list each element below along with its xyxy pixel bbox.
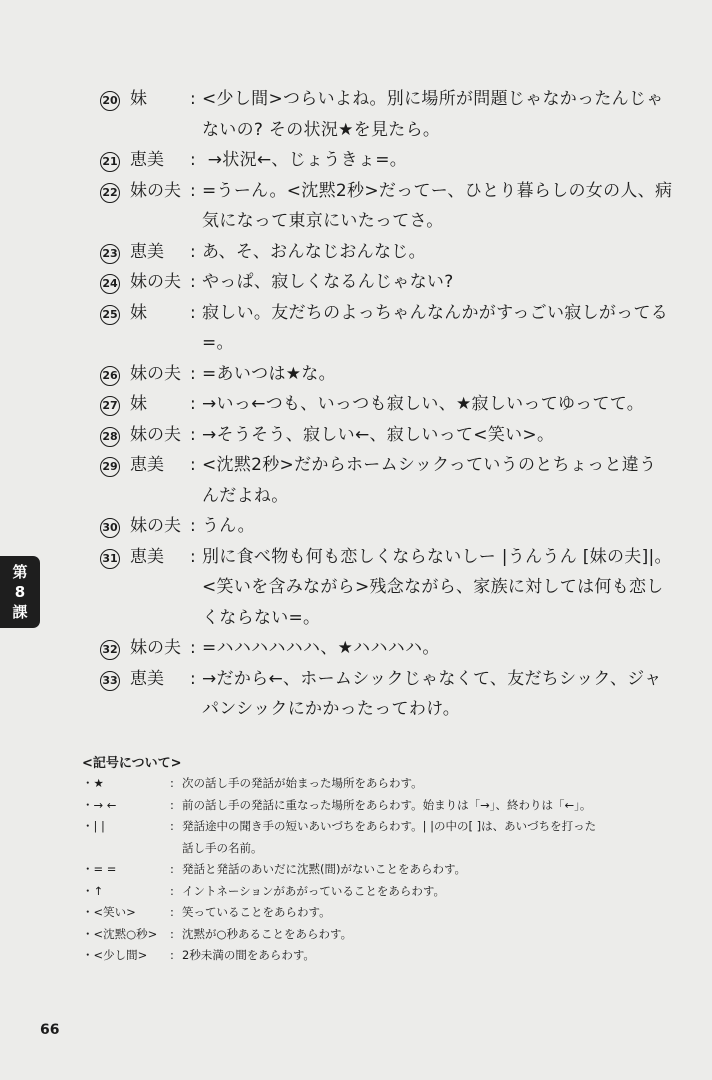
utterance-text: <少し間>つらいよね。別に場所が問題じゃなかったんじゃ ないの? その状況★を見たら。 bbox=[202, 89, 664, 140]
dialogue-line bbox=[100, 84, 700, 145]
speaker-colon: : bbox=[190, 546, 196, 567]
speaker-colon: : bbox=[190, 363, 196, 384]
speaker-colon: : bbox=[190, 241, 196, 262]
speaker-colon: : bbox=[190, 455, 196, 475]
speaker-colon: : bbox=[190, 638, 196, 658]
line-number: 32 bbox=[100, 640, 120, 660]
line-number: 33 bbox=[100, 671, 120, 691]
dialogue-line bbox=[100, 633, 700, 664]
legend-description: 沈黙が○秒あることをあらわす。 bbox=[182, 926, 353, 941]
speaker-name: 妹の夫 bbox=[130, 180, 181, 201]
utterance-text: 別に食べ物も何も恋しくならないしー |うんうん [妹の夫]|。 <笑いを含みながら>残念ながら、家族に対しては何も恋し くならない=。 bbox=[202, 546, 672, 628]
speaker-name: 妹 bbox=[130, 89, 147, 109]
legend-title: <記号について> bbox=[82, 756, 182, 771]
utterance-text: →状況←、じょうきょ=。 bbox=[202, 150, 408, 170]
chapter-tab-number: 8 bbox=[14, 583, 26, 601]
utterance-text: →そうそう、寂しい←、寂しいって<笑い>。 bbox=[202, 424, 555, 445]
legend-colon: : bbox=[170, 883, 174, 898]
line-number: 26 bbox=[100, 366, 120, 386]
legend-item bbox=[82, 795, 682, 817]
line-number: 25 bbox=[100, 305, 120, 325]
legend-colon: : bbox=[170, 926, 174, 941]
symbol-legend bbox=[82, 752, 682, 967]
legend-symbol: ・<沈黙○秒> bbox=[82, 926, 158, 941]
legend-symbol: ・<少し間> bbox=[82, 948, 148, 962]
page-number: 66 bbox=[40, 1022, 60, 1038]
legend-item bbox=[82, 773, 682, 795]
speaker-name: 妹の夫 bbox=[130, 272, 181, 292]
utterance-text: あ、そ、おんなじおんなじ。 bbox=[202, 241, 426, 262]
legend-symbol: ・↑ bbox=[82, 883, 104, 898]
legend-colon: : bbox=[170, 819, 174, 833]
speaker-name: 妹の夫 bbox=[130, 638, 181, 658]
chapter-tab bbox=[0, 556, 40, 628]
dialogue-line bbox=[100, 298, 700, 359]
dialogue-line bbox=[100, 237, 700, 268]
legend-colon: : bbox=[170, 948, 174, 962]
legend-item bbox=[82, 881, 682, 903]
speaker-colon: : bbox=[190, 272, 196, 292]
line-number: 23 bbox=[100, 244, 120, 264]
speaker-colon: : bbox=[190, 150, 196, 170]
chapter-tab-suffix: 課 bbox=[12, 603, 28, 621]
speaker-name: 妹 bbox=[130, 394, 147, 414]
speaker-colon: : bbox=[190, 424, 196, 445]
utterance-text: <沈黙2秒>だからホームシックっていうのとちょっと違う んだよね。 bbox=[202, 455, 657, 506]
legend-colon: : bbox=[170, 776, 174, 790]
utterance-text: =うーん。<沈黙2秒>だってー、ひとり暮らしの女の人、病 気になって東京にいたってさ。 bbox=[202, 180, 673, 231]
legend-item bbox=[82, 816, 682, 859]
legend-item bbox=[82, 924, 682, 946]
utterance-text: →いっ←つも、いっつも寂しい、★寂しいってゆってて。 bbox=[202, 394, 645, 414]
legend-symbol: ・| | bbox=[82, 819, 105, 833]
speaker-name: 恵美 bbox=[130, 241, 164, 262]
line-number: 30 bbox=[100, 518, 120, 538]
legend-description: 前の話し手の発話に重なった場所をあらわす。始まりは「→」、終わりは「←」。 bbox=[182, 797, 592, 812]
utterance-text: =ハハハハハハ、★ハハハハ。 bbox=[202, 638, 440, 658]
line-number: 31 bbox=[100, 549, 120, 569]
speaker-name: 妹の夫 bbox=[130, 363, 181, 384]
line-number: 20 bbox=[100, 91, 120, 111]
dialogue-transcript bbox=[100, 84, 700, 725]
dialogue-line bbox=[100, 176, 700, 237]
speaker-name: 恵美 bbox=[130, 455, 164, 475]
speaker-colon: : bbox=[190, 89, 196, 109]
legend-symbol: ・→ ← bbox=[82, 797, 117, 812]
legend-item bbox=[82, 859, 682, 881]
dialogue-line bbox=[100, 664, 700, 725]
speaker-name: 妹の夫 bbox=[130, 424, 181, 445]
speaker-name: 恵美 bbox=[130, 546, 164, 567]
speaker-colon: : bbox=[190, 668, 196, 689]
dialogue-line bbox=[100, 389, 700, 420]
line-number: 24 bbox=[100, 274, 120, 294]
line-number: 29 bbox=[100, 457, 120, 477]
utterance-text: 寂しい。友だちのよっちゃんなんかがすっごい寂しがってる=。 bbox=[202, 302, 669, 353]
legend-item bbox=[82, 945, 682, 967]
legend-symbol: ・<笑い> bbox=[82, 905, 136, 919]
legend-description: 発話と発話のあいだに沈黙(間)がないことをあらわす。 bbox=[182, 862, 467, 876]
dialogue-line bbox=[100, 542, 700, 634]
legend-description: 笑っていることをあらわす。 bbox=[182, 905, 331, 919]
dialogue-line bbox=[100, 450, 700, 511]
line-number: 22 bbox=[100, 183, 120, 203]
speaker-colon: : bbox=[190, 516, 196, 536]
utterance-text: =あいつは★な。 bbox=[202, 363, 336, 384]
dialogue-line bbox=[100, 359, 700, 390]
legend-colon: : bbox=[170, 862, 174, 876]
speaker-name: 恵美 bbox=[130, 668, 164, 689]
speaker-colon: : bbox=[190, 180, 196, 201]
chapter-tab-prefix: 第 bbox=[12, 563, 28, 581]
dialogue-line bbox=[100, 145, 700, 176]
dialogue-line bbox=[100, 420, 700, 451]
utterance-text: →だから←、ホームシックじゃなくて、友だちシック、ジャ パンシックにかかったってわけ。 bbox=[202, 668, 662, 719]
legend-description: 発話途中の聞き手の短いあいづちをあらわす。| |の中の[ ]は、あいづちを打った 話し手の名前。 bbox=[182, 819, 597, 855]
line-number: 27 bbox=[100, 396, 120, 416]
legend-item bbox=[82, 902, 682, 924]
dialogue-line bbox=[100, 511, 700, 542]
legend-description: 次の話し手の発話が始まった場所をあらわす。 bbox=[182, 776, 423, 790]
utterance-text: やっぱ、寂しくなるんじゃない? bbox=[202, 272, 454, 292]
legend-colon: : bbox=[170, 797, 174, 812]
line-number: 21 bbox=[100, 152, 120, 172]
line-number: 28 bbox=[100, 427, 120, 447]
dialogue-line bbox=[100, 267, 700, 298]
legend-symbol: ・★ bbox=[82, 776, 104, 790]
legend-list bbox=[82, 773, 682, 967]
speaker-colon: : bbox=[190, 302, 196, 323]
utterance-text: うん。 bbox=[202, 516, 255, 536]
speaker-name: 妹 bbox=[130, 302, 147, 323]
legend-description: イントネーションがあがっていることをあらわす。 bbox=[182, 883, 446, 898]
speaker-name: 妹の夫 bbox=[130, 516, 181, 536]
speaker-name: 恵美 bbox=[130, 150, 164, 170]
legend-colon: : bbox=[170, 905, 174, 919]
speaker-colon: : bbox=[190, 394, 196, 414]
legend-symbol: ・= = bbox=[82, 862, 117, 876]
legend-description: 2秒未満の間をあらわす。 bbox=[182, 948, 315, 962]
